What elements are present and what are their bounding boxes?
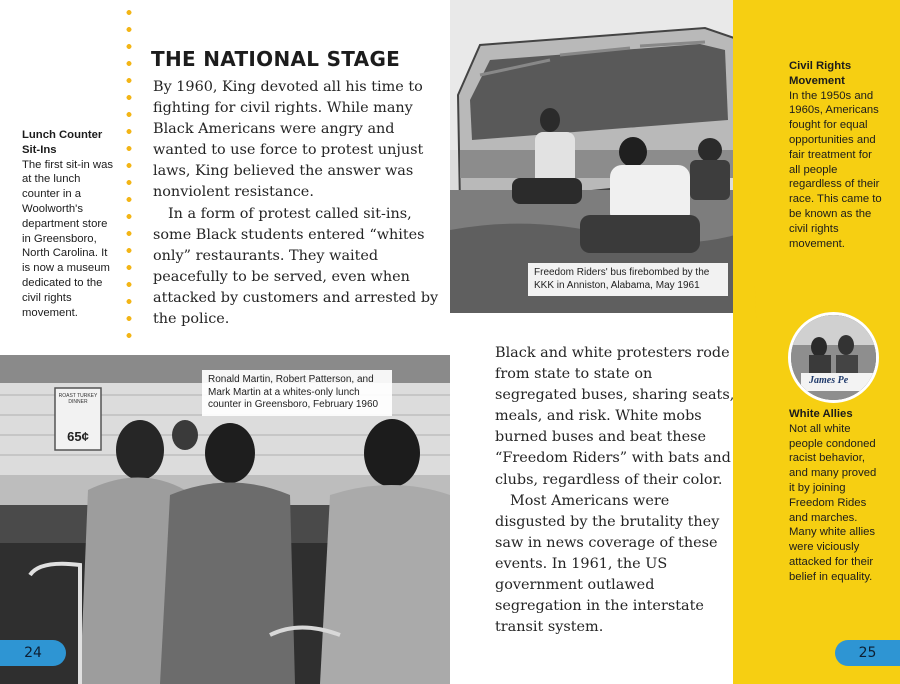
counter-sign-price: 65¢	[67, 429, 89, 444]
white-allies-photo	[788, 312, 879, 403]
main-paragraph-2: In a form of protest called sit-ins, some Black students entered “whites only” restaurants. They waited peacefully to be served, even when attacked by customers and arrested by the police.	[153, 205, 439, 328]
white-allies-sidebar-text: Not all white people condoned racist behavior, and many proved it by joining Freedom Rides and marches. Many white allies were viciously attacked for their belief in equality.	[789, 422, 877, 583]
bus-photo-caption: Freedom Riders' bus firebombed by the KKK in Anniston, Alabama, May 1961	[528, 263, 728, 296]
counter-sign-top: ROAST TURKEY DINNER	[58, 393, 98, 405]
civil-rights-sidebar-text: In the 1950s and 1960s, Americans fought for equal opportunities and fair treatment for all people regardless of their race. This came to be known as the civil rights movement.	[789, 89, 882, 250]
counter-photo-caption: Ronald Martin, Robert Patterson, and Mark Martin at a whites-only lunch counter in Greensboro, February 1960	[202, 370, 392, 416]
civil-rights-sidebar	[789, 59, 885, 251]
circle-photo-sign: James Pe	[809, 375, 849, 386]
second-paragraph-2: Most Americans were disgusted by the brutality they saw in news coverage of these events. In 1961, the US government outlawed segregation in the interstate transit system.	[495, 492, 720, 636]
main-text-column	[153, 77, 443, 330]
page-number-right: 25	[835, 640, 900, 666]
civil-rights-sidebar-title: Civil Rights Movement	[789, 60, 852, 87]
page-heading: THE NATIONAL STAGE	[151, 47, 401, 71]
page-number-left: 24	[0, 640, 66, 666]
white-allies-sidebar	[789, 407, 885, 585]
lunch-counter-sidebar-text: The first sit-in was at the lunch counter in a Woolworth's department store in Greensboro, North Carolina. It is now a museum dedicated to the civil rights movement.	[22, 158, 114, 319]
lunch-counter-sidebar	[22, 128, 114, 320]
dotted-divider	[126, 4, 132, 350]
lunch-counter-sidebar-title: Lunch Counter Sit-Ins	[22, 129, 103, 156]
second-text-column	[495, 343, 735, 638]
second-paragraph-1: Black and white protesters rode from state to state on segregated buses, sharing seats, meals, and risk. White mobs burned buses and beat these “Freedom Riders” with bats and clubs, regardless of their color.	[495, 345, 735, 488]
protest-photo-illustration	[791, 315, 876, 400]
white-allies-sidebar-title: White Allies	[789, 408, 853, 420]
main-paragraph-1: By 1960, King devoted all his time to fighting for civil rights. While many Black Americans were angry and wanted to use force to protest unjust laws, King believed the answer was nonviolent resistance.	[153, 79, 424, 201]
